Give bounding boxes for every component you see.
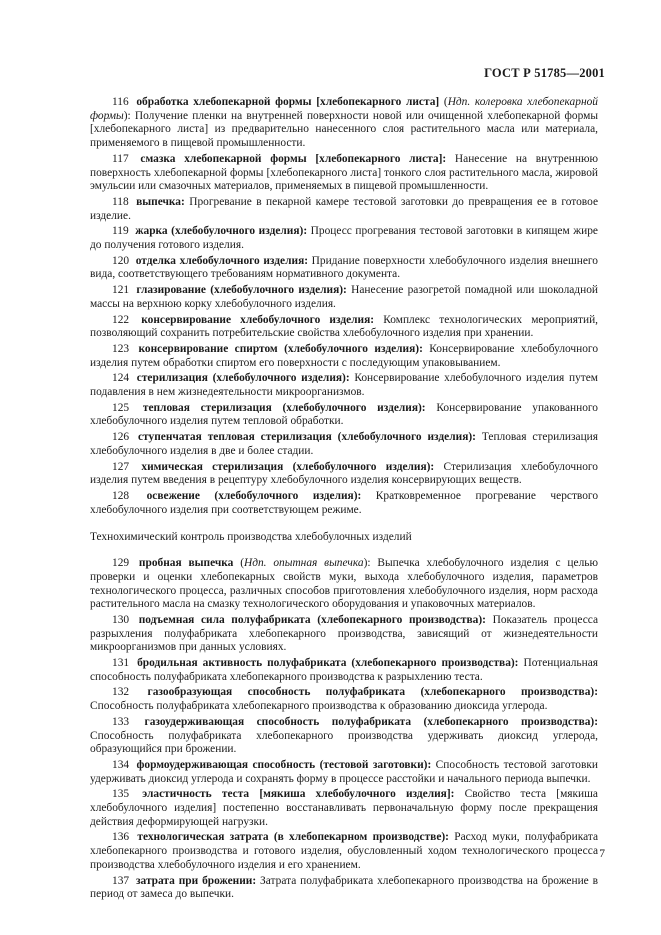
term-entry xyxy=(90,759,598,786)
term-number: 122 xyxy=(112,313,139,326)
term-entry xyxy=(90,686,598,713)
term-definition: Способность полуфабриката хлебопекарного производства к образованию диоксида углерода. xyxy=(90,700,548,713)
term-name: выпечка: xyxy=(136,195,185,208)
term-pre: ( xyxy=(439,96,448,108)
term-entry xyxy=(90,461,598,488)
term-entry xyxy=(90,284,598,311)
term-alternative: Ндп. опытная выпечка xyxy=(243,557,364,570)
term-name: обработка хлебопекарной формы [хлебопекарного листа] xyxy=(136,96,440,108)
term-name: тепловая стерилизация (хлебобулочного изделия): xyxy=(142,401,426,414)
term-definition: Прогревание в пекарной камере тестовой заготовки до превращения ее в готовое изделие. xyxy=(90,195,598,222)
term-name: ступенчатая тепловая стерилизация (хлебобулочного изделия): xyxy=(138,431,476,444)
term-number: 136 xyxy=(112,831,135,844)
term-entry xyxy=(90,196,598,223)
term-definition: Показатель процесса разрыхления полуфабриката хлебопекарного производства, зависящий от жизнедеятельности микроорганизмов при данных условиях. xyxy=(90,613,598,654)
term-number: 119 xyxy=(112,225,133,238)
term-entry xyxy=(90,490,598,517)
term-entry xyxy=(90,96,598,151)
term-entry xyxy=(90,255,598,282)
term-name: пробная выпечка xyxy=(138,557,234,570)
term-entry xyxy=(90,225,598,252)
term-name: консервирование спиртом (хлебобулочного изделия): xyxy=(138,342,423,355)
term-pre: ( xyxy=(233,557,244,570)
term-name: затрата при брожении: xyxy=(135,874,257,887)
term-definition: Комплекс технологических мероприятий, позволяющий сохранить потребительские свойства хлебобулочного изделия при хранении. xyxy=(90,313,599,340)
term-name: технологическая затрата (в хлебопекарном производстве): xyxy=(137,831,449,844)
term-number: 135 xyxy=(112,788,140,801)
term-number: 120 xyxy=(112,254,133,267)
term-entry xyxy=(90,557,598,612)
term-name: освежение (хлебобулочного изделия): xyxy=(146,489,362,502)
page-number: 7 xyxy=(599,848,605,860)
term-definition: Придание поверхности хлебобулочного изделия внешнего вида, соответствующего требованиям нормативного документа. xyxy=(90,254,598,281)
term-definition: Тепловая стерилизация хлебобулочного изделия в две и более стадии. xyxy=(90,431,598,457)
term-entry xyxy=(90,314,598,341)
term-definition: Консервирование хлебобулочного изделия путем обработки спиртом его поверхности с последующим упаковыванием. xyxy=(90,342,599,369)
term-number: 130 xyxy=(112,613,136,626)
term-name: стерилизация (хлебобулочного изделия): xyxy=(136,372,350,385)
term-definition: ): Получение пленки на внутренней поверхности новой или очищенной хлебопекарной формы [хлебопекарного листа] из предварительно нанесенного слоя растительного масла или материала, применяемого в пищевой промышленности. xyxy=(90,109,598,150)
term-name: глазирование (хлебобулочного изделия): xyxy=(136,284,347,297)
term-number: 129 xyxy=(112,557,136,570)
term-number: 128 xyxy=(112,489,144,502)
term-number: 118 xyxy=(112,195,134,208)
term-entry xyxy=(90,657,598,684)
term-definition: Способность полуфабриката хлебопекарного производства удерживать диоксид углерода, образующийся при брожении. xyxy=(90,729,598,756)
term-name: формоудерживающая способность (тестовой заготовки): xyxy=(136,758,432,771)
term-name: жарка (хлебобулочного изделия): xyxy=(135,225,308,238)
term-definition: Потенциальная способность полуфабриката хлебопекарного производства к разрыхлению теста. xyxy=(90,657,598,683)
term-entry xyxy=(90,431,598,458)
document-body xyxy=(90,96,598,904)
term-number: 131 xyxy=(112,657,135,670)
term-number: 133 xyxy=(112,715,142,728)
term-name: эластичность теста [мякиша хлебобулочного изделия]: xyxy=(142,788,455,801)
term-definition: Консервирование упакованного хлебобулочного изделия путем тепловой обработки. xyxy=(90,401,599,428)
term-entry xyxy=(90,875,598,902)
term-entry xyxy=(90,788,598,829)
terms-list-b xyxy=(90,557,598,902)
term-definition: ): Выпечка хлебобулочного изделия с целью проверки и оценки хлебопекарных свойств муки, выхода хлебобулочного изделия, параметров технологического процесса, различных способов приготовления хлебобулочного изделия, норм расхода растительного масла на смазку технологического оборудования и упаковочных материалов. xyxy=(90,557,598,611)
term-definition: Стерилизация хлебобулочного изделия путем введения в рецептуру хлебобулочного изделия консервирующих веществ. xyxy=(90,460,598,487)
term-number: 137 xyxy=(112,874,133,887)
term-definition: Процесс прогревания тестовой заготовки в кипящем жире до получения готового изделия. xyxy=(90,225,598,252)
term-number: 125 xyxy=(112,401,140,414)
term-definition: Нанесение разогретой помадной или шоколадной массы на верхнюю корку хлебобулочного изделия. xyxy=(90,284,598,310)
term-number: 134 xyxy=(112,758,134,771)
term-number: 124 xyxy=(112,372,134,385)
term-name: смазка хлебопекарной формы [хлебопекарного листа]: xyxy=(140,152,447,165)
terms-list-a xyxy=(90,96,598,517)
term-name: подъемная сила полуфабриката (хлебопекарного производства): xyxy=(138,613,486,626)
term-name: консервирование хлебобулочного изделия: xyxy=(141,313,375,326)
term-entry xyxy=(90,716,598,757)
term-number: 117 xyxy=(112,152,138,165)
term-name: бродильная активность полуфабриката (хлебопекарного производства): xyxy=(137,657,519,670)
term-entry xyxy=(90,614,598,655)
term-definition: Затрата полуфабриката хлебопекарного производства на брожение в период от замеса до выпечки. xyxy=(90,874,598,901)
term-definition: Способность тестовой заготовки удерживать диоксид углерода и сохранять форму в процессе расстойки и начального периода выпечки. xyxy=(90,758,598,785)
term-name: газообразующая способность полуфабриката (хлебопекарного производства): xyxy=(147,686,598,699)
term-entry xyxy=(90,402,598,429)
term-entry xyxy=(90,831,598,872)
term-number: 126 xyxy=(112,431,135,444)
term-name: газоудерживающая способность полуфабриката (хлебопекарного производства): xyxy=(144,715,598,728)
standard-header: ГОСТ Р 51785—2001 xyxy=(484,66,605,80)
section-title: Технохимический контроль производства хлебобулочных изделий xyxy=(90,531,412,544)
term-number: 127 xyxy=(112,460,139,473)
term-definition: Расход муки, полуфабриката хлебопекарного производства и готового изделия, обусловленный ходом технологического процесса производства хлебобулочного изделия и его хранением. xyxy=(90,831,599,871)
term-entry xyxy=(90,372,598,399)
term-number: 121 xyxy=(112,284,134,297)
term-definition: Нанесение на внутреннюю поверхность хлебопекарной формы [хлебопекарного листа] тонкого слоя растительного масла, жировой эмульсии или смазочных материалов, применяемых в пищевой промышленности. xyxy=(90,152,598,193)
term-name: отделка хлебобулочного изделия: xyxy=(135,254,309,267)
term-name: химическая стерилизация (хлебобулочного изделия): xyxy=(141,460,435,473)
term-number: 132 xyxy=(112,686,145,699)
term-number: 123 xyxy=(112,342,136,355)
term-definition: Кратковременное прогревание черствого хлебобулочного изделия при соответствующем режиме. xyxy=(90,489,599,516)
term-entry xyxy=(90,343,598,370)
term-definition: Консервирование хлебобулочного изделия путем подавления в нем жизнедеятельности микроорганизмов. xyxy=(90,372,599,399)
term-alternative: Ндп. колеровка хлебопекарной формы xyxy=(90,96,598,122)
term-number: 116 xyxy=(112,96,134,108)
term-entry xyxy=(90,153,598,194)
term-definition: Свойство теста [мякиша хлебобулочного изделия] постепенно восстанавливать первоначальную форму после прекращения действия деформирующей нагрузки. xyxy=(90,788,598,828)
